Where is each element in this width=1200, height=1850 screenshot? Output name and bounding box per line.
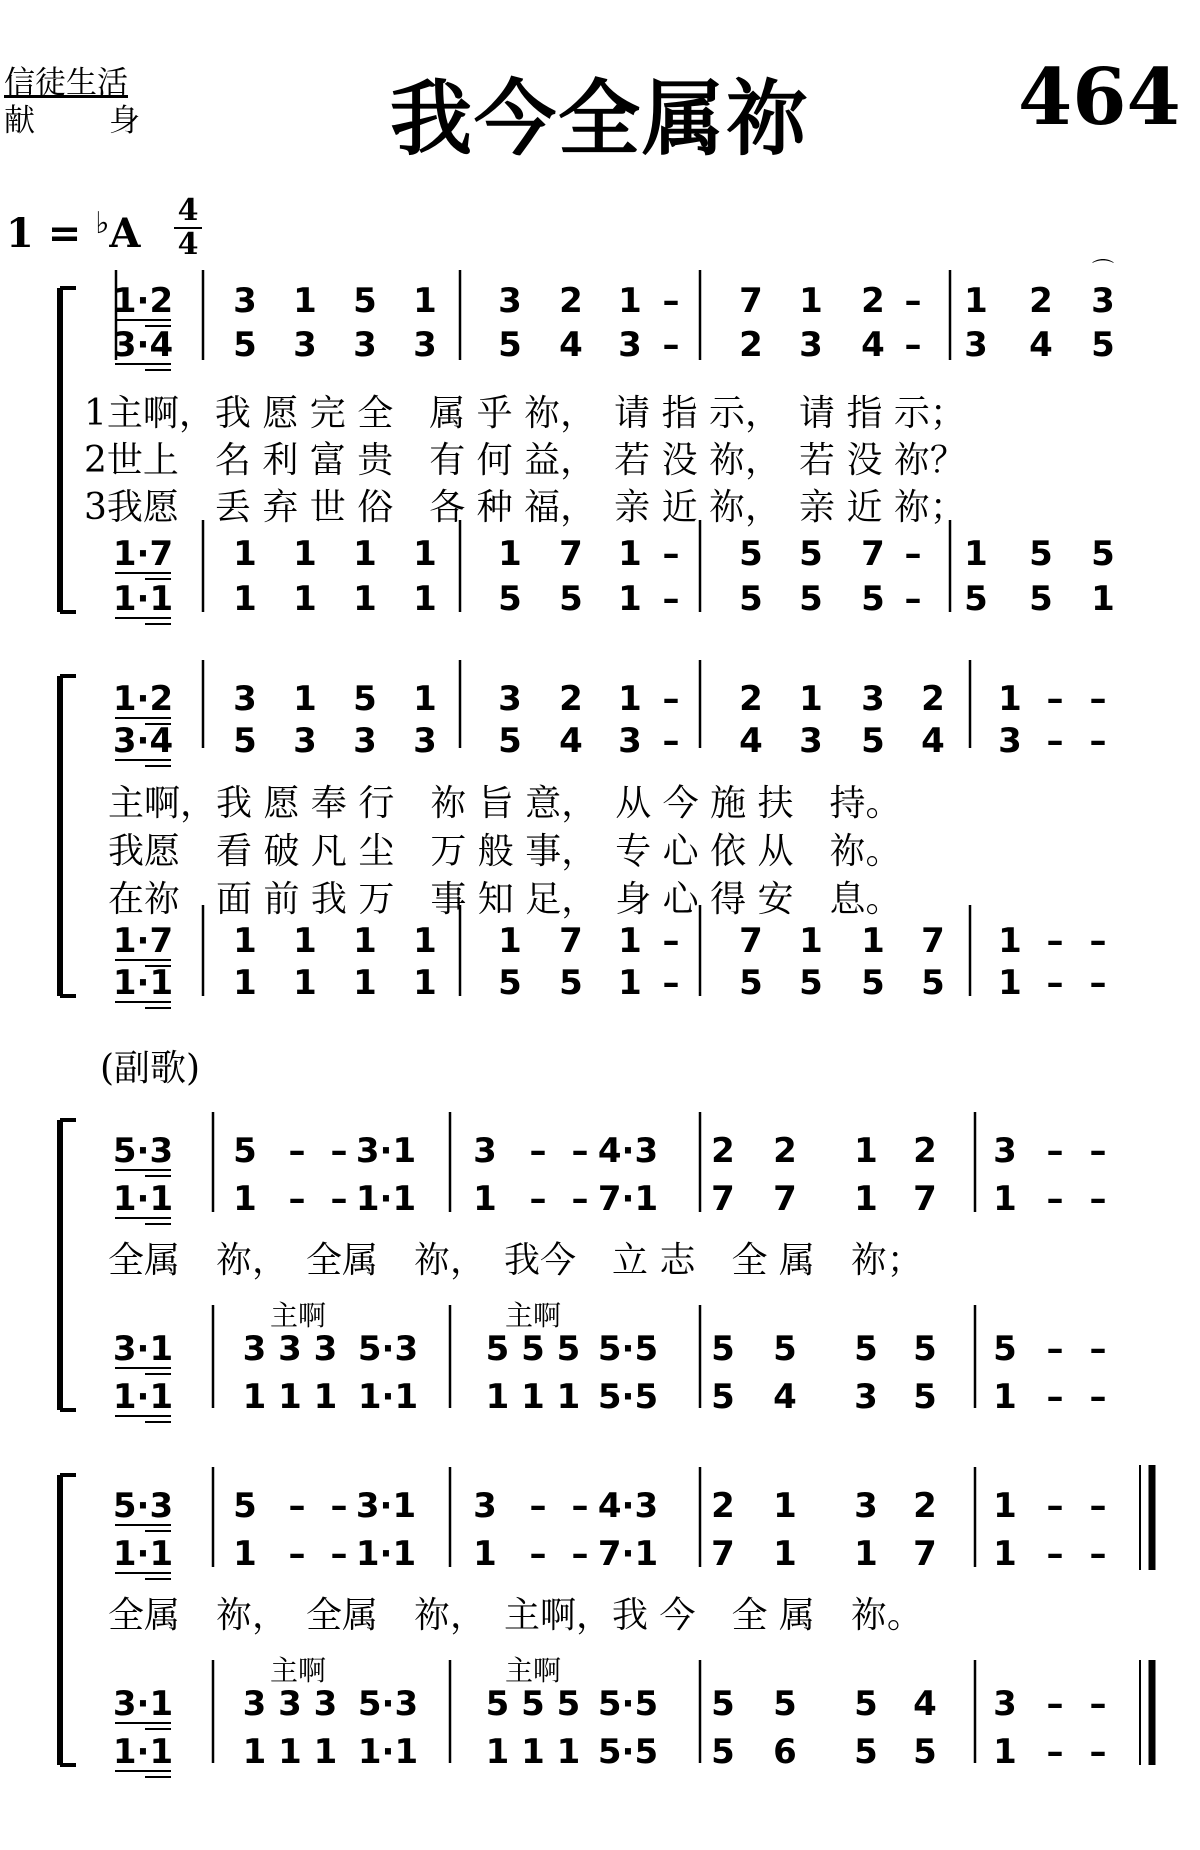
note: 4 bbox=[559, 721, 583, 761]
note: 7 bbox=[739, 921, 763, 961]
note: 1 bbox=[993, 1179, 1017, 1219]
note: 6 bbox=[773, 1732, 797, 1772]
note: 5 bbox=[559, 963, 583, 1003]
note: 1 bbox=[353, 921, 377, 961]
note: 5 bbox=[233, 1486, 257, 1526]
note: – bbox=[571, 1179, 589, 1219]
note: 1 bbox=[498, 534, 522, 574]
note: 3 bbox=[854, 1486, 878, 1526]
note: 3 bbox=[473, 1486, 497, 1526]
note: 3 bbox=[293, 325, 317, 365]
time-denominator: 4 bbox=[177, 227, 199, 262]
small-lyric: 主啊 bbox=[505, 1654, 562, 1687]
note: 4 bbox=[861, 325, 885, 365]
note: 5 bbox=[498, 579, 522, 619]
note: 3 bbox=[993, 1131, 1017, 1171]
note: 3 bbox=[1091, 281, 1115, 321]
note: 1 bbox=[293, 679, 317, 719]
note: 4·3 bbox=[597, 1486, 659, 1526]
note: – bbox=[529, 1131, 547, 1171]
note: – bbox=[1089, 1534, 1107, 1574]
note: 5 bbox=[711, 1377, 735, 1417]
note: 7 bbox=[921, 921, 945, 961]
note: 5 bbox=[799, 534, 823, 574]
note: 5·5 bbox=[597, 1732, 659, 1772]
note: 5 bbox=[921, 963, 945, 1003]
note: 1·1 bbox=[112, 1732, 174, 1772]
note: 1 bbox=[998, 963, 1022, 1003]
note: 1 bbox=[773, 1486, 797, 1526]
note: 5 bbox=[854, 1329, 878, 1369]
note: 7 bbox=[711, 1179, 735, 1219]
note: 7·1 bbox=[597, 1534, 659, 1574]
note: 4 bbox=[773, 1377, 797, 1417]
note: – bbox=[1089, 679, 1107, 719]
hymn-number: 464 bbox=[1018, 52, 1181, 143]
note: 1·1 bbox=[112, 1534, 174, 1574]
small-lyric: 主啊 bbox=[270, 1654, 327, 1687]
note: 5 bbox=[1029, 579, 1053, 619]
note: 5 bbox=[964, 579, 988, 619]
note: 1 bbox=[413, 281, 437, 321]
note: 7 bbox=[739, 281, 763, 321]
note: 1·1 bbox=[112, 579, 174, 619]
note: – bbox=[1046, 1131, 1064, 1171]
note: 1 bbox=[993, 1534, 1017, 1574]
note: 1 bbox=[473, 1179, 497, 1219]
note: 2 bbox=[739, 325, 763, 365]
note: 3 bbox=[233, 281, 257, 321]
note: 1·1 bbox=[355, 1534, 417, 1574]
note: 3 bbox=[618, 721, 642, 761]
note: 3·1 bbox=[112, 1684, 174, 1724]
note: 5·3 bbox=[357, 1329, 419, 1369]
note: 5 bbox=[913, 1377, 937, 1417]
note: 1 1 1 bbox=[242, 1377, 338, 1417]
note: 1 bbox=[413, 534, 437, 574]
note: – bbox=[904, 281, 922, 321]
note: – bbox=[1046, 1377, 1064, 1417]
note: 7 bbox=[711, 1534, 735, 1574]
note: – bbox=[662, 721, 680, 761]
note: 1·2 bbox=[112, 679, 174, 719]
note: 2 bbox=[559, 679, 583, 719]
note: 1·7 bbox=[112, 534, 174, 574]
note: 5 5 5 bbox=[485, 1684, 581, 1724]
note: 3 bbox=[293, 721, 317, 761]
note: 1 bbox=[854, 1534, 878, 1574]
note: 5 bbox=[711, 1684, 735, 1724]
note: 1 bbox=[233, 921, 257, 961]
note: 5 bbox=[993, 1329, 1017, 1369]
note: 4 bbox=[739, 721, 763, 761]
note: 5 bbox=[913, 1732, 937, 1772]
note: – bbox=[571, 1131, 589, 1171]
note: 5 bbox=[739, 534, 763, 574]
flat-accidental: ♭ bbox=[95, 206, 110, 241]
note: 7 bbox=[913, 1534, 937, 1574]
note: 5 bbox=[773, 1684, 797, 1724]
note: – bbox=[1089, 721, 1107, 761]
note: 1·1 bbox=[357, 1732, 419, 1772]
note: 3 bbox=[233, 679, 257, 719]
note: 5 bbox=[711, 1732, 735, 1772]
note: 5 bbox=[498, 721, 522, 761]
note: 1 bbox=[293, 534, 317, 574]
note: 5·3 bbox=[112, 1486, 174, 1526]
note: 1·1 bbox=[112, 963, 174, 1003]
note: 1 bbox=[1091, 579, 1115, 619]
note: – bbox=[1046, 1179, 1064, 1219]
note: 1 bbox=[498, 921, 522, 961]
note: – bbox=[1046, 1534, 1064, 1574]
note: 1 bbox=[293, 963, 317, 1003]
note: 3 3 3 bbox=[242, 1684, 338, 1724]
lyric-line: 2世上 名 利 富 贵 有 何 益， 若 没 祢， 若 没 祢？ bbox=[84, 440, 966, 481]
note: 4 bbox=[1029, 325, 1053, 365]
note: 3 3 3 bbox=[242, 1329, 338, 1369]
note: 5 bbox=[861, 579, 885, 619]
note: 1 bbox=[353, 534, 377, 574]
note: – bbox=[1046, 721, 1064, 761]
note: 5 bbox=[739, 963, 763, 1003]
note: 3·4 bbox=[112, 721, 174, 761]
note: 1·1 bbox=[357, 1377, 419, 1417]
note: 5·5 bbox=[597, 1377, 659, 1417]
note: 2 bbox=[773, 1131, 797, 1171]
note: 5 bbox=[799, 963, 823, 1003]
note: – bbox=[1089, 1377, 1107, 1417]
note: – bbox=[1089, 963, 1107, 1003]
note: 1 bbox=[233, 1534, 257, 1574]
note: 5 bbox=[353, 679, 377, 719]
lyric-line: 全属 祢， 全属 祢， 我今 立 志 全 属 祢； bbox=[108, 1240, 923, 1281]
note: – bbox=[330, 1534, 348, 1574]
note: 1 bbox=[993, 1486, 1017, 1526]
subcategory-label: 献 身 bbox=[4, 103, 144, 139]
note: 1 bbox=[998, 679, 1022, 719]
note: 1 bbox=[618, 679, 642, 719]
note: – bbox=[662, 579, 680, 619]
note: 4·3 bbox=[597, 1131, 659, 1171]
refrain-label: (副歌) bbox=[100, 1048, 201, 1089]
note: 7 bbox=[773, 1179, 797, 1219]
note: – bbox=[1046, 679, 1064, 719]
note: 5 bbox=[739, 579, 763, 619]
note: 1·7 bbox=[112, 921, 174, 961]
note: 2 bbox=[1029, 281, 1053, 321]
note: 1 bbox=[964, 281, 988, 321]
note: 2 bbox=[921, 679, 945, 719]
note: – bbox=[1089, 1732, 1107, 1772]
note: – bbox=[288, 1534, 306, 1574]
note: – bbox=[1046, 963, 1064, 1003]
note: 5 bbox=[498, 325, 522, 365]
note: 2 bbox=[861, 281, 885, 321]
note: 1 1 1 bbox=[242, 1732, 338, 1772]
note: 5 bbox=[799, 579, 823, 619]
note: 3 bbox=[799, 721, 823, 761]
note: 2 bbox=[711, 1486, 735, 1526]
lyric-line: 在祢 面 前 我 万 事 知 足， 身 心 得 安 息。 bbox=[108, 879, 902, 920]
note: – bbox=[1089, 1179, 1107, 1219]
lyric-line: 全属 祢， 全属 祢， 主啊，我 今 全 属 祢。 bbox=[108, 1595, 923, 1636]
note: 5·3 bbox=[357, 1684, 419, 1724]
note: – bbox=[529, 1486, 547, 1526]
note: 3 bbox=[618, 325, 642, 365]
lyric-line: 主啊，我 愿 奉 行 祢 旨 意， 从 今 施 扶 持。 bbox=[108, 783, 902, 824]
note: 3 bbox=[854, 1377, 878, 1417]
note: 5 5 5 bbox=[485, 1329, 581, 1369]
note: 7 bbox=[913, 1179, 937, 1219]
note: – bbox=[1046, 1684, 1064, 1724]
note: – bbox=[1046, 921, 1064, 961]
note: 2 bbox=[913, 1486, 937, 1526]
note: 5 bbox=[233, 721, 257, 761]
key-prefix: 1 = bbox=[6, 210, 96, 257]
note: 5 bbox=[498, 963, 522, 1003]
note: 1 bbox=[799, 679, 823, 719]
note: – bbox=[904, 325, 922, 365]
note: 3 bbox=[473, 1131, 497, 1171]
note: 3 bbox=[413, 721, 437, 761]
note: 7 bbox=[559, 534, 583, 574]
small-lyric: 主啊 bbox=[270, 1299, 327, 1332]
note: – bbox=[571, 1534, 589, 1574]
note: 1 bbox=[854, 1131, 878, 1171]
note: – bbox=[288, 1179, 306, 1219]
note: 1 bbox=[413, 921, 437, 961]
note: 5 bbox=[1091, 325, 1115, 365]
note: 1 1 1 bbox=[485, 1377, 581, 1417]
category-label: 信徒生活 bbox=[4, 65, 128, 101]
note: 3·1 bbox=[112, 1329, 174, 1369]
note: 5 bbox=[861, 963, 885, 1003]
note: 1 bbox=[998, 921, 1022, 961]
note: 1 bbox=[233, 579, 257, 619]
note: – bbox=[1089, 921, 1107, 961]
small-lyric: 主啊 bbox=[505, 1299, 562, 1332]
note: 5·5 bbox=[597, 1329, 659, 1369]
note: 4 bbox=[913, 1684, 937, 1724]
note: – bbox=[1089, 1329, 1107, 1369]
note: 1·1 bbox=[112, 1377, 174, 1417]
note: 1 bbox=[413, 679, 437, 719]
note: 3 bbox=[353, 721, 377, 761]
note: 4 bbox=[559, 325, 583, 365]
note: – bbox=[571, 1486, 589, 1526]
note: – bbox=[662, 679, 680, 719]
note: 1 bbox=[993, 1732, 1017, 1772]
note: 1·1 bbox=[112, 1179, 174, 1219]
note: 2 bbox=[559, 281, 583, 321]
note: 7·1 bbox=[597, 1179, 659, 1219]
note: 7 bbox=[861, 534, 885, 574]
note: 5 bbox=[559, 579, 583, 619]
hymn-title: 我今全属祢 bbox=[390, 71, 811, 167]
note: – bbox=[662, 281, 680, 321]
note: 1 bbox=[413, 579, 437, 619]
note: 1 bbox=[293, 579, 317, 619]
note: – bbox=[288, 1131, 306, 1171]
note: 1 bbox=[964, 534, 988, 574]
note: 1 bbox=[413, 963, 437, 1003]
note: 3 bbox=[964, 325, 988, 365]
note: 2 bbox=[913, 1131, 937, 1171]
note: 3 bbox=[353, 325, 377, 365]
note: – bbox=[529, 1534, 547, 1574]
fermata-mark: ⌒ bbox=[1091, 259, 1115, 284]
note: – bbox=[662, 921, 680, 961]
key-note: A bbox=[109, 210, 141, 257]
note: 5 bbox=[1029, 534, 1053, 574]
note: 1 bbox=[618, 534, 642, 574]
lyric-line: 我愿 看 破 凡 尘 万 般 事， 专 心 依 从 祢。 bbox=[108, 831, 902, 872]
note: 3 bbox=[799, 325, 823, 365]
note: 1 bbox=[353, 963, 377, 1003]
lyric-line: 3我愿 丢 弃 世 俗 各 种 福， 亲 近 祢， 亲 近 祢； bbox=[84, 487, 966, 528]
note: 1 bbox=[473, 1534, 497, 1574]
note: 1·1 bbox=[355, 1179, 417, 1219]
note: 5·3 bbox=[112, 1131, 174, 1171]
note: 1 bbox=[618, 281, 642, 321]
note: 5 bbox=[861, 721, 885, 761]
note: 1·2 bbox=[112, 281, 174, 321]
note: 1 bbox=[861, 921, 885, 961]
note: 5 bbox=[233, 325, 257, 365]
note: – bbox=[1046, 1486, 1064, 1526]
note: 4 bbox=[921, 721, 945, 761]
note: – bbox=[1089, 1486, 1107, 1526]
note: 1 bbox=[233, 1179, 257, 1219]
note: – bbox=[1089, 1131, 1107, 1171]
note: – bbox=[529, 1179, 547, 1219]
note: 3·1 bbox=[355, 1486, 417, 1526]
note: 3 bbox=[861, 679, 885, 719]
note: 1 bbox=[353, 579, 377, 619]
note: 5 bbox=[854, 1732, 878, 1772]
note: – bbox=[662, 534, 680, 574]
note: 5 bbox=[233, 1131, 257, 1171]
note: 1 bbox=[293, 921, 317, 961]
note: – bbox=[1046, 1329, 1064, 1369]
note: 1 1 1 bbox=[485, 1732, 581, 1772]
note: – bbox=[288, 1486, 306, 1526]
lyric-line: 1主啊，我 愿 完 全 属 乎 祢， 请 指 示， 请 指 示； bbox=[84, 393, 966, 434]
note: 1 bbox=[233, 534, 257, 574]
note: 5·5 bbox=[597, 1684, 659, 1724]
note: – bbox=[330, 1131, 348, 1171]
note: 5 bbox=[711, 1329, 735, 1369]
note: 1 bbox=[993, 1377, 1017, 1417]
note: 1 bbox=[233, 963, 257, 1003]
note: – bbox=[330, 1179, 348, 1219]
note: 7 bbox=[559, 921, 583, 961]
note: 3 bbox=[498, 679, 522, 719]
note: – bbox=[904, 579, 922, 619]
note: 5 bbox=[773, 1329, 797, 1369]
note: 1 bbox=[799, 921, 823, 961]
note: 1 bbox=[618, 579, 642, 619]
note: – bbox=[1089, 1684, 1107, 1724]
note: 1 bbox=[773, 1534, 797, 1574]
note: – bbox=[1046, 1732, 1064, 1772]
time-numerator: 4 bbox=[177, 193, 199, 228]
note: 5 bbox=[913, 1329, 937, 1369]
note: 3·4 bbox=[112, 325, 174, 365]
note: 3 bbox=[998, 721, 1022, 761]
note: 1 bbox=[618, 921, 642, 961]
note: – bbox=[662, 963, 680, 1003]
note: – bbox=[904, 534, 922, 574]
note: 2 bbox=[711, 1131, 735, 1171]
note: 1 bbox=[293, 281, 317, 321]
note: 1 bbox=[618, 963, 642, 1003]
note: 3 bbox=[993, 1684, 1017, 1724]
note: – bbox=[330, 1486, 348, 1526]
note: 2 bbox=[739, 679, 763, 719]
note: 3 bbox=[498, 281, 522, 321]
note: – bbox=[662, 325, 680, 365]
note: 3·1 bbox=[355, 1131, 417, 1171]
note: 3 bbox=[413, 325, 437, 365]
note: 5 bbox=[854, 1684, 878, 1724]
note: 5 bbox=[1091, 534, 1115, 574]
note: 1 bbox=[799, 281, 823, 321]
note: 5 bbox=[353, 281, 377, 321]
note: 1 bbox=[854, 1179, 878, 1219]
